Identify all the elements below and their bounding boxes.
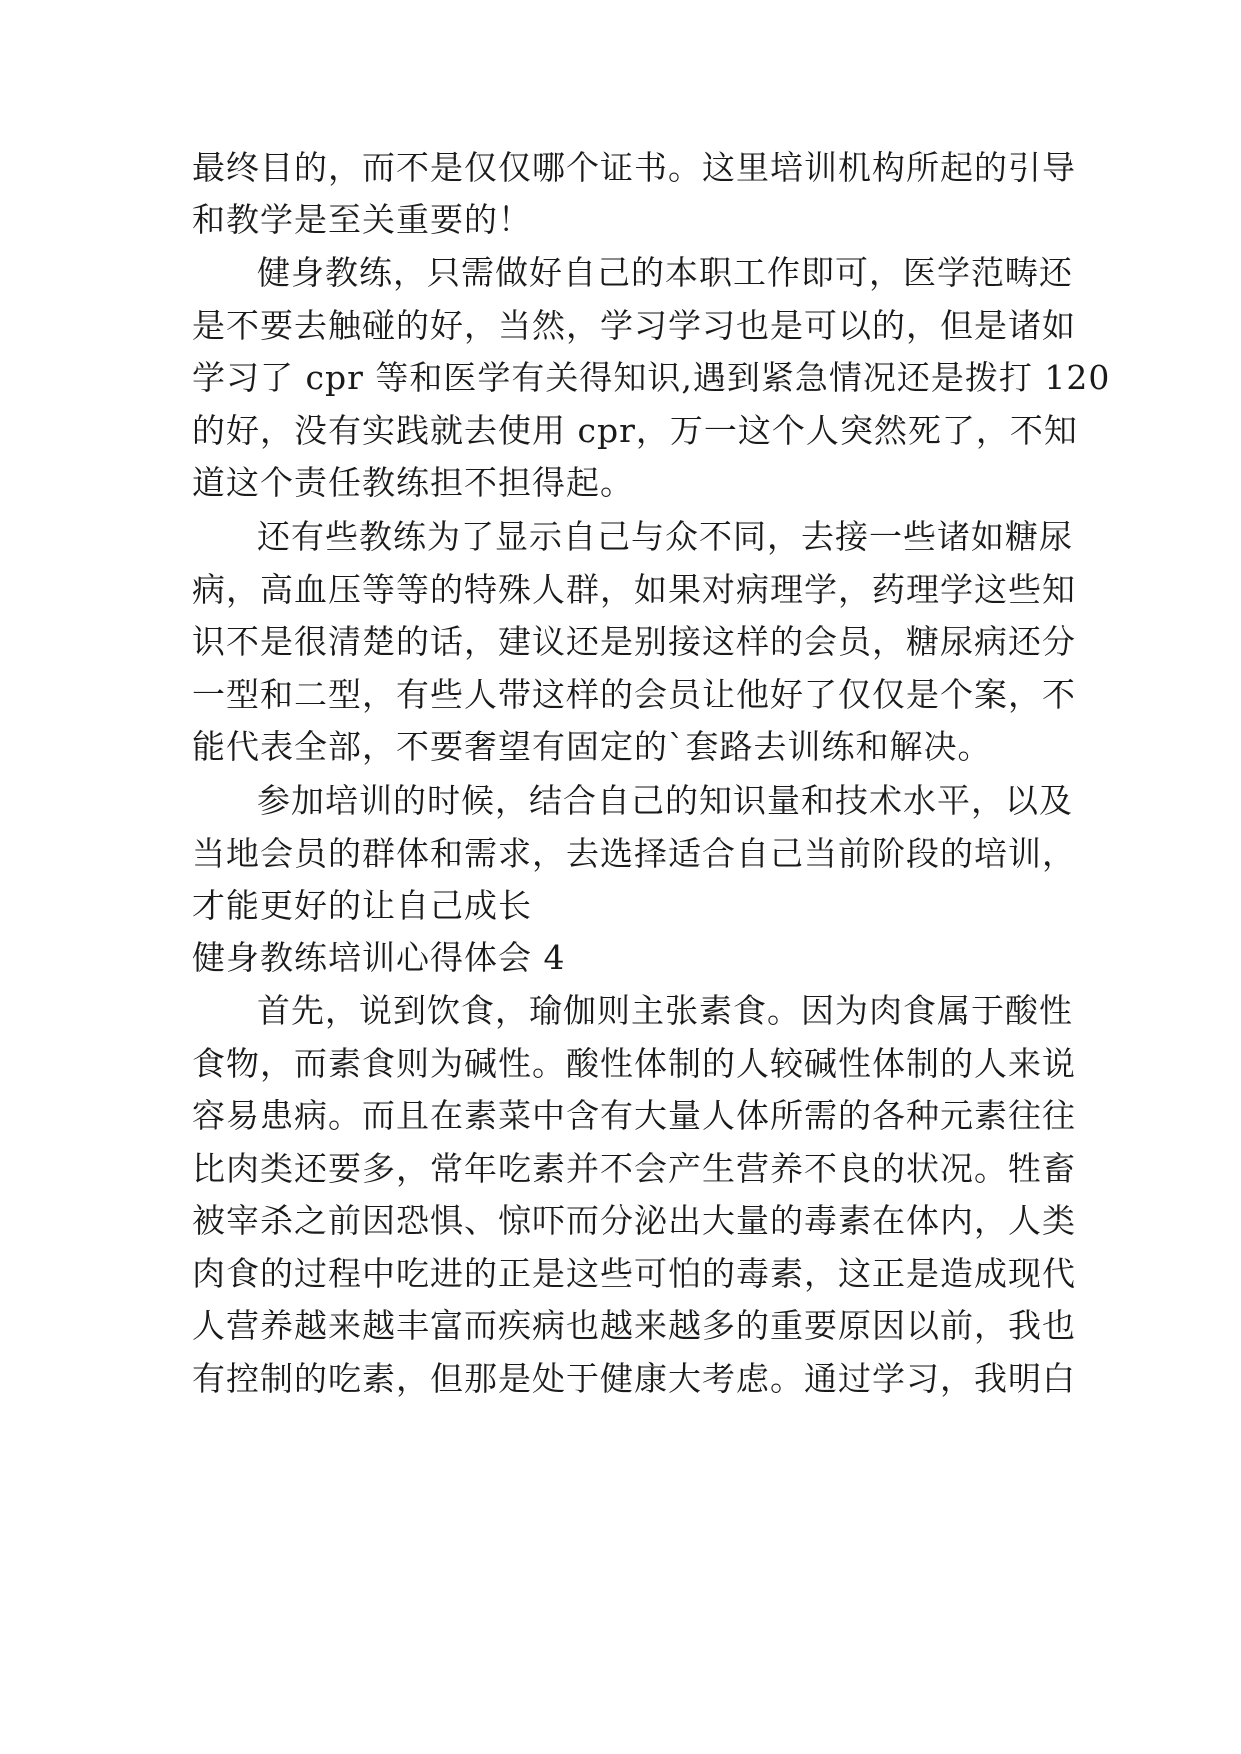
paragraph-line: 食物，而素食则为碱性。酸性体制的人较碱性体制的人来说: [192, 1044, 1076, 1083]
paragraph-line: 容易患病。而且在素菜中含有大量人体所需的各种元素往往: [192, 1096, 1076, 1135]
paragraph-line: 还有些教练为了显示自己与众不同，去接一些诸如糖尿: [257, 517, 1073, 556]
document-page: [192, 0, 1111, 1754]
paragraph-line: 才能更好的让自己成长: [192, 886, 532, 925]
section-heading: 健身教练培训心得体会 4: [192, 938, 566, 977]
paragraph-line: 识不是很清楚的话，建议还是别接这样的会员，糖尿病还分: [192, 622, 1076, 661]
paragraph-line: 一型和二型，有些人带这样的会员让他好了仅仅是个案，不: [192, 675, 1076, 714]
paragraph-line: 肉食的过程中吃进的正是这些可怕的毒素，这正是造成现代: [192, 1254, 1076, 1293]
paragraph-line: 最终目的，而不是仅仅哪个证书。这里培训机构所起的引导: [192, 148, 1076, 187]
paragraph-line: 首先，说到饮食，瑜伽则主张素食。因为肉食属于酸性: [257, 991, 1073, 1030]
paragraph-line: 比肉类还要多，常年吃素并不会产生营养不良的状况。牲畜: [192, 1149, 1076, 1188]
paragraph-line: 能代表全部，不要奢望有固定的`套路去训练和解决。: [192, 727, 992, 766]
paragraph-line: 参加培训的时候，结合自己的知识量和技术水平，以及: [257, 781, 1073, 820]
paragraph-line: 学习了 cpr 等和医学有关得知识,遇到紧急情况还是拨打 120: [192, 358, 1111, 397]
paragraph-line: 有控制的吃素，但那是处于健康大考虑。通过学习，我明白: [192, 1359, 1076, 1398]
paragraph-line: 人营养越来越丰富而疾病也越来越多的重要原因以前，我也: [192, 1306, 1076, 1345]
paragraph-line: 的好，没有实践就去使用 cpr，万一这个人突然死了，不知: [192, 411, 1078, 450]
paragraph-line: 病，高血压等等的特殊人群，如果对病理学，药理学这些知: [192, 570, 1076, 609]
paragraph-line: 当地会员的群体和需求，去选择适合自己当前阶段的培训，: [192, 834, 1076, 873]
paragraph-line: 被宰杀之前因恐惧、惊吓而分泌出大量的毒素在体内，人类: [192, 1201, 1076, 1240]
paragraph-line: 和教学是至关重要的！: [192, 200, 532, 239]
paragraph-line: 健身教练，只需做好自己的本职工作即可，医学范畴还: [257, 253, 1073, 292]
paragraph-line: 道这个责任教练担不担得起。: [192, 463, 634, 502]
paragraph-line: 是不要去触碰的好，当然，学习学习也是可以的，但是诸如: [192, 306, 1076, 345]
